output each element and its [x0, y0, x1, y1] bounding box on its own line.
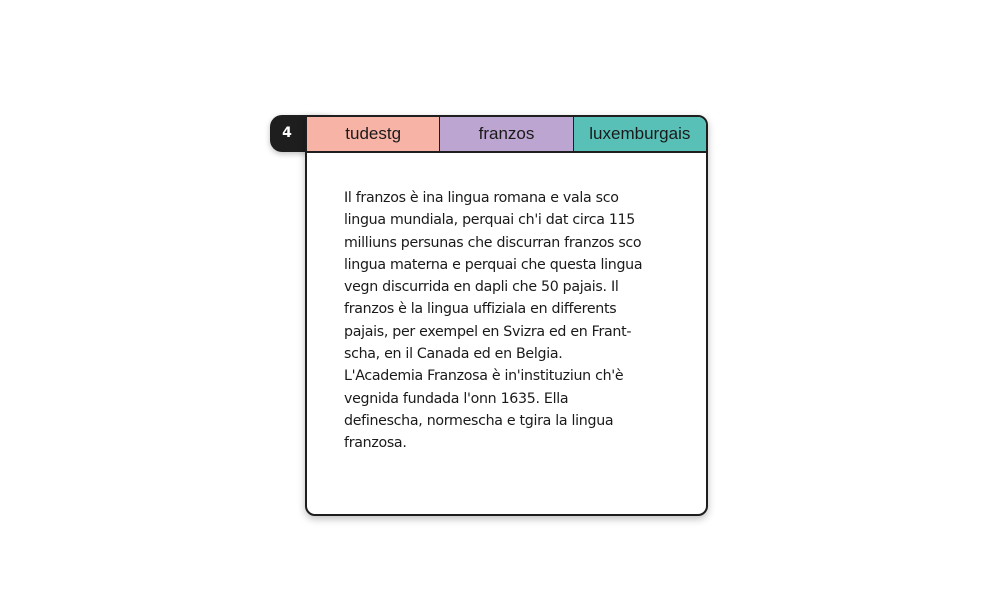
tab-franzos[interactable]: franzos [439, 117, 572, 151]
number-badge-label: 4 [282, 125, 292, 141]
tab-tudestg[interactable]: tudestg [307, 117, 439, 151]
tab-luxemburgais[interactable]: luxemburgais [573, 117, 706, 151]
content-card [305, 115, 708, 516]
description-text: Il franzos è ina lingua romana e vala sco lingua mundiala, perquai ch'i dat circa 115 milliuns persunas che discurran franzos sco lingua materna e perquai che questa lingua vegn discurrida en dapli che 50 pajais. Il franzos è la lingua uffiziala en differents pajais, per exempel en Svizra ed en Frant-scha, en il Canada ed en Belgia. L'Academia Franzosa è in'instituziun ch'è vegnida fundada l'onn 1635. Ella definescha, normescha e tgira la lingua franzosa. [344, 190, 643, 452]
language-tabs [307, 117, 706, 153]
